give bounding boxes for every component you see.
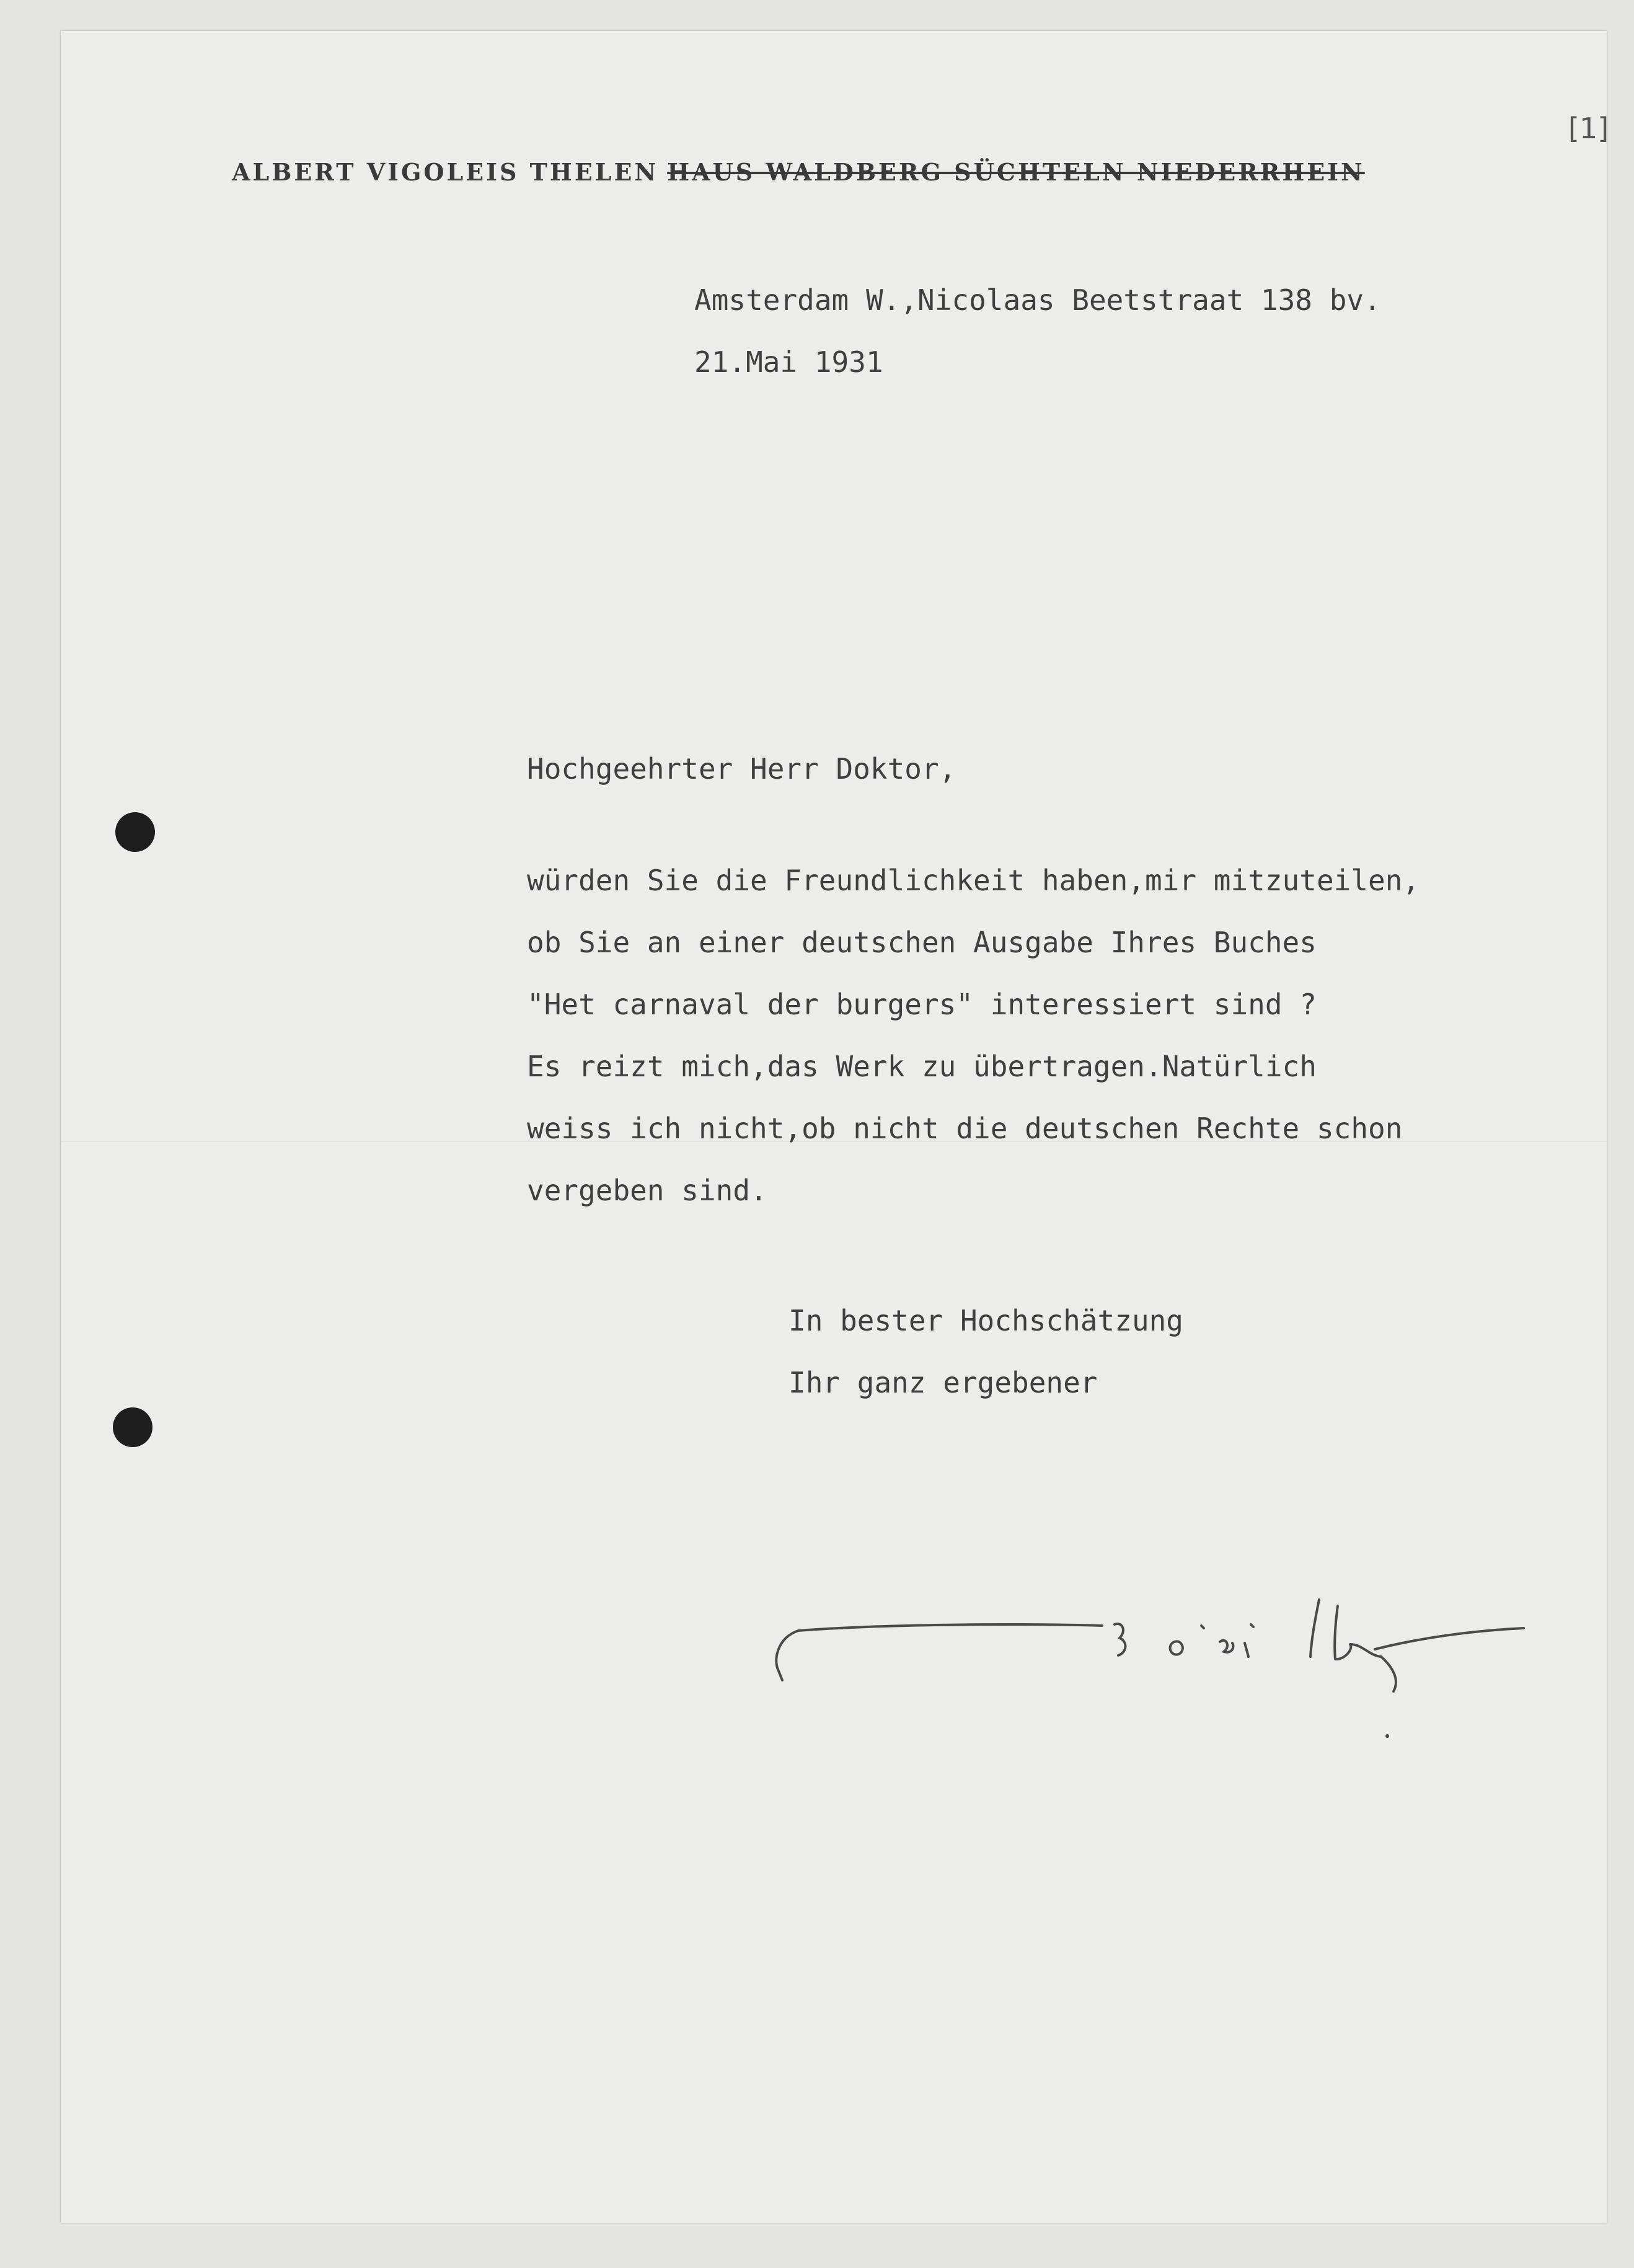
sender-block [694,269,1381,393]
sender-address: Amsterdam W.,Nicolaas Beetstraat 138 bv. [694,283,1381,317]
body-line: Es reizt mich,das Werk zu übertragen.Natürlich [527,1050,1317,1083]
body-line: ob Sie an einer deutschen Ausgabe Ihres Buches [527,926,1317,959]
closing-block [788,1290,1183,1414]
body-line: vergeben sind. [527,1174,767,1207]
page-marker: [1] [1568,112,1609,145]
letterhead-name: ALBERT VIGOLEIS THELEN [232,158,659,186]
closing-line-1: In bester Hochschätzung [788,1304,1183,1337]
letterhead-struck-address: HAUS WALDBERG SÜCHTELN NIEDERRHEIN [667,158,1365,186]
letter-page [61,31,1607,2223]
punch-hole [115,812,155,852]
handwritten-signature [755,1587,1536,1748]
letter-date: 21.Mai 1931 [694,345,883,379]
body-line: weiss ich nicht,ob nicht die deutschen Rechte schon [527,1112,1403,1145]
closing-line-2: Ihr ganz ergebener [788,1366,1098,1399]
punch-hole [113,1407,152,1447]
letter-body [527,849,1420,1221]
letterhead [232,158,1365,186]
body-line: würden Sie die Freundlichkeit haben,mir mitzuteilen, [527,864,1420,897]
body-line: "Het carnaval der burgers" interessiert sind ? [527,988,1317,1021]
salutation: Hochgeehrter Herr Doktor, [527,752,956,786]
